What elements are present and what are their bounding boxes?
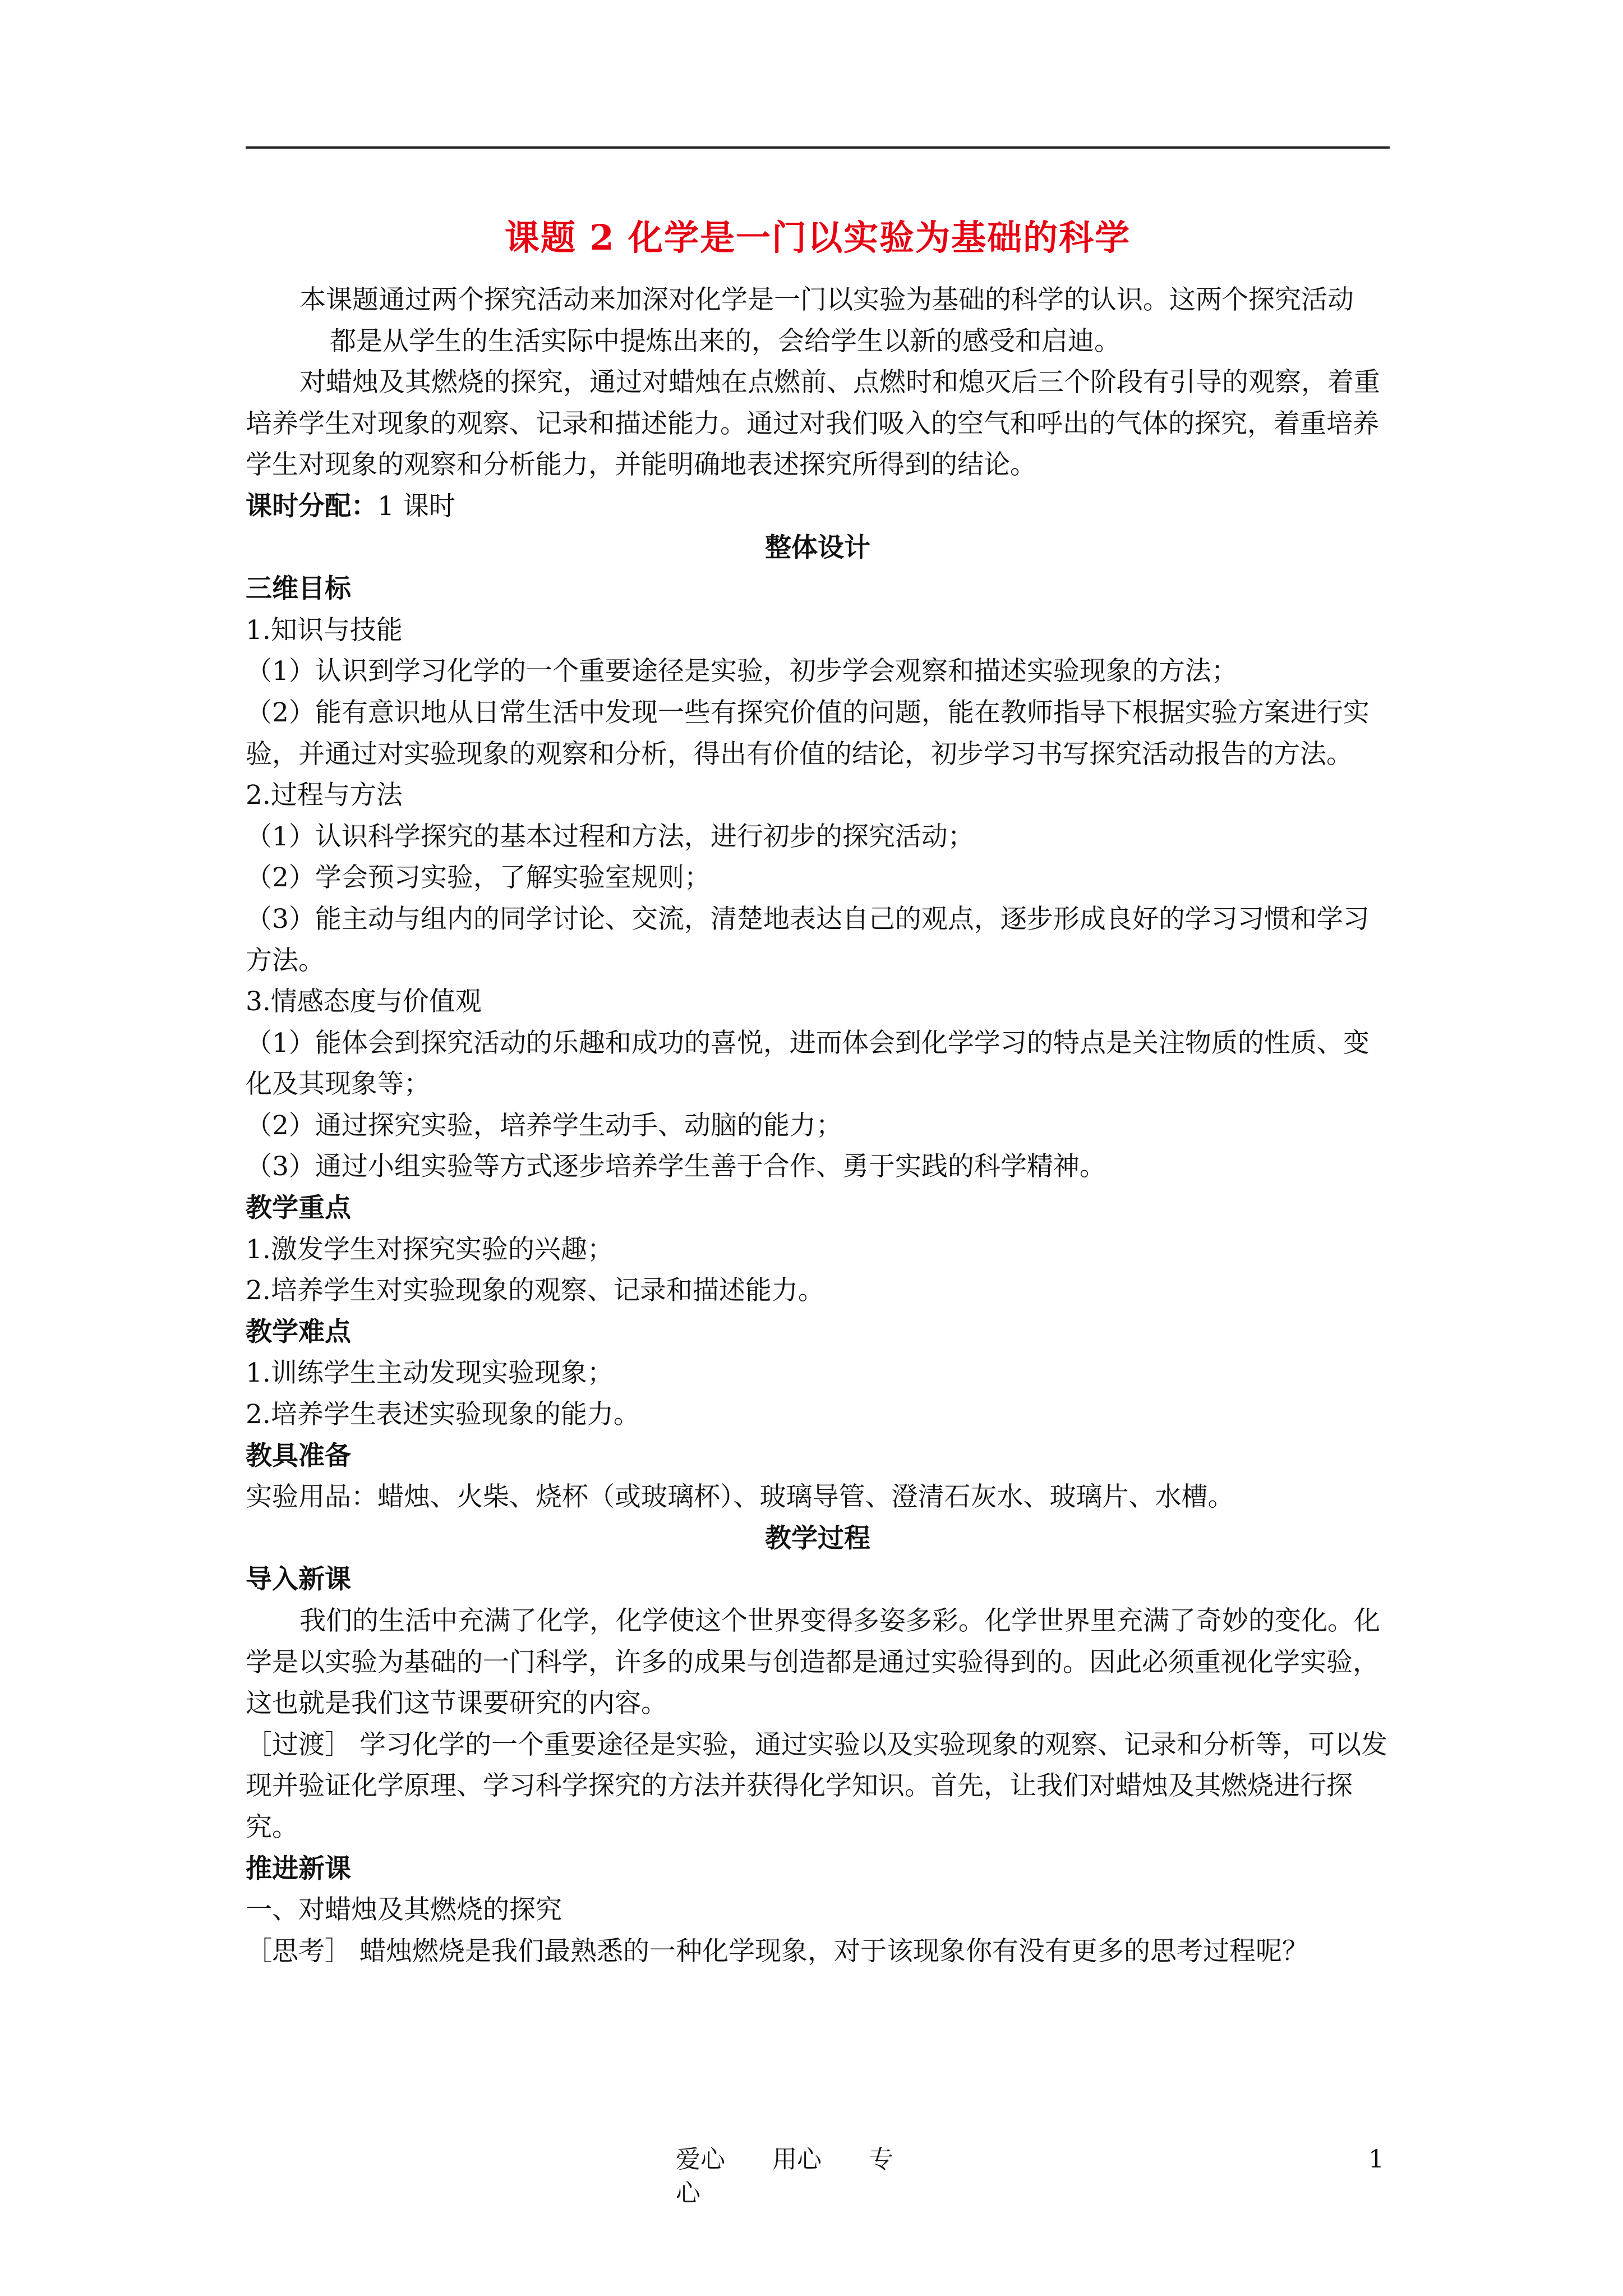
- emotion-item: （2）通过探究实验，培养学生动手、动脑的能力；: [246, 1110, 842, 1141]
- overall-design-heading: 整体设计: [765, 532, 870, 563]
- process-item: （2）学会预习实验，了解实验室规则；: [246, 862, 711, 894]
- transition-text: ［过渡］ 学习化学的一个重要途径是实验，通过实验以及实验现象的观察、记录和分析等，可以发现并验证化学原理、学习科学探究的方法并获得化学知识。首先，让我们对蜡烛及其燃烧进行探究。: [246, 1729, 1387, 1843]
- materials-heading: 教具准备: [246, 1440, 351, 1471]
- process-item: （1）认识科学探究的基本过程和方法，进行初步的探究活动；: [246, 821, 974, 852]
- new-lesson-heading: 推进新课: [246, 1853, 351, 1884]
- key-points-heading: 教学重点: [246, 1193, 351, 1224]
- document-title: 课题 2 化学是一门以实验为基础的科学: [504, 217, 1131, 258]
- class-hours-value: 1 课时: [377, 490, 455, 522]
- difficult-points-heading: 教学难点: [246, 1316, 351, 1347]
- footer-motto-word: 专心: [676, 2145, 893, 2207]
- difficult-point-item: 1.训练学生主动发现实验现象；: [246, 1358, 614, 1389]
- teaching-process-heading: 教学过程: [765, 1522, 870, 1554]
- footer-motto-word: 用心: [772, 2145, 822, 2174]
- footer-motto: [676, 2143, 911, 2210]
- intro-paragraph-1-part-a: 本课题通过两个探究活动来加深对化学是一门以实验为基础的科学的认识。这两个探究活动: [299, 284, 1354, 315]
- intro-paragraph-1-part-b: 都是从学生的生活实际中提炼出来的，会给学生以新的感受和启迪。: [330, 325, 1121, 357]
- header-rule: [246, 146, 1390, 149]
- intro-lesson-heading: 导入新课: [246, 1564, 351, 1595]
- process-title: 2.过程与方法: [246, 780, 403, 811]
- key-point-item: 2.培养学生对实验现象的观察、记录和描述能力。: [246, 1275, 824, 1306]
- knowledge-item: （1）认识到学习化学的一个重要途径是实验，初步学会观察和描述实验现象的方法；: [246, 656, 1238, 687]
- process-item: （3）能主动与组内的同学讨论、交流，清楚地表达自己的观点，逐步形成良好的学习习惯和学习方法。: [246, 903, 1370, 976]
- footer-motto-word: 爱心: [676, 2145, 725, 2174]
- class-hours: [246, 486, 1390, 527]
- knowledge-item: （2）能有意识地从日常生活中发现一些有探究价值的问题，能在教师指导下根据实验方案进行实验，并通过对实验现象的观察和分析，得出有价值的结论，初步学习书写探究活动报告的方法。: [246, 697, 1370, 770]
- knowledge-title: 1.知识与技能: [246, 614, 403, 646]
- intro-paragraph-2: 对蜡烛及其燃烧的探究，通过对蜡烛在点燃前、点燃时和熄灭后三个阶段有引导的观察，着重培养学生对现象的观察、记录和描述能力。通过对我们吸入的空气和呼出的气体的探究，着重培养学生对现象的观察和分析能力，并能明确地表述探究所得到的结论。: [246, 367, 1380, 481]
- emotion-item: （1）能体会到探究活动的乐趣和成功的喜悦，进而体会到化学学习的特点是关注物质的性质、变化及其现象等；: [246, 1027, 1370, 1100]
- emotion-item: （3）通过小组实验等方式逐步培养学生善于合作、勇于实践的科学精神。: [246, 1151, 1106, 1182]
- objectives-heading: 三维目标: [246, 573, 351, 605]
- difficult-point-item: 2.培养学生表述实验现象的能力。: [246, 1399, 640, 1430]
- emotion-title: 3.情感态度与价值观: [246, 986, 482, 1018]
- section-title: 一、对蜡烛及其燃烧的探究: [246, 1894, 562, 1926]
- think-text: ［思考］ 蜡烛燃烧是我们最熟悉的一种化学现象，对于该现象你有没有更多的思考过程呢？: [246, 1935, 1308, 1967]
- intro-paragraph-1: [246, 279, 1390, 362]
- materials-text: 实验用品：蜡烛、火柴、烧杯（或玻璃杯）、玻璃导管、澄清石灰水、玻璃片、水槽。: [246, 1481, 1234, 1513]
- class-hours-label: 课时分配：: [246, 490, 377, 522]
- document-body: [246, 279, 1390, 1972]
- intro-lesson-text: 我们的生活中充满了化学，化学使这个世界变得多姿多彩。化学世界里充满了奇妙的变化。化学是以实验为基础的一门科学，许多的成果与创造都是通过实验得到的。因此必须重视化学实验，这也就是我们这节课要研究的内容。: [246, 1605, 1380, 1719]
- page-number: 1: [1368, 2145, 1384, 2174]
- key-point-item: 1.激发学生对探究实验的兴趣；: [246, 1234, 614, 1265]
